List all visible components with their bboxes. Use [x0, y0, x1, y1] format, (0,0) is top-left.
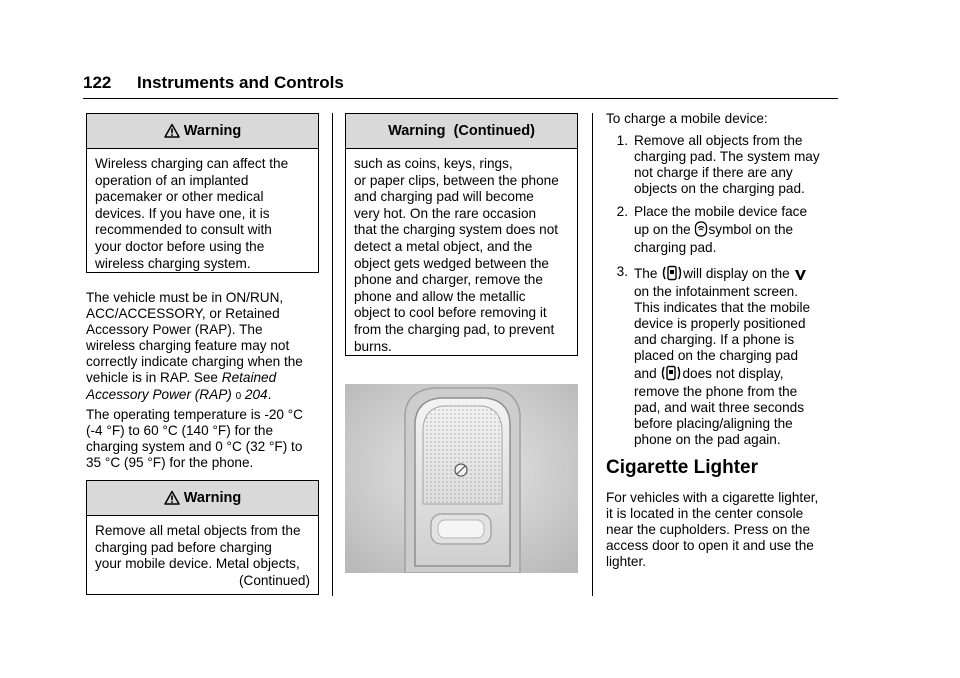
para-line: 35 °C (95 °F) for the phone.	[86, 455, 254, 471]
para-line: charging system and 0 °C (32 °F) to	[86, 439, 303, 455]
charging-pad-icon	[694, 221, 708, 237]
charge-intro: To charge a mobile device:	[606, 111, 768, 126]
warning-line: wireless charging system.	[95, 255, 251, 271]
step-line: phone on the pad again.	[634, 432, 781, 448]
step-line: and charging. If a phone is	[634, 331, 795, 347]
para-line: ACC/ACCESSORY, or Retained	[86, 306, 280, 322]
step-line: placed on the charging pad	[634, 347, 799, 363]
step-text: will display on the	[683, 265, 794, 281]
list-item	[606, 204, 846, 256]
para-line	[86, 387, 326, 405]
warning-body	[87, 516, 318, 597]
warning-line: recommended to consult with	[95, 222, 272, 238]
warning-line: that the charging system does not	[354, 222, 559, 238]
cross-reference-link[interactable]: Retained	[221, 370, 277, 386]
continued-label: (Continued)	[238, 572, 310, 588]
warning-line: phone and charger, remove the	[354, 272, 543, 288]
para-text: .	[267, 386, 272, 402]
header-rule	[83, 98, 838, 99]
para-line	[86, 370, 326, 386]
warning-header	[87, 114, 318, 149]
infotainment-logo-icon	[794, 268, 807, 281]
step-line: This indicates that the mobile	[634, 299, 811, 315]
cigarette-lighter-paragraph	[606, 490, 846, 570]
step-line: charging pad.	[634, 240, 717, 256]
warning-line: burns.	[354, 338, 392, 354]
warning-line: object gets wedged between the	[354, 255, 549, 271]
step-number: 1.	[616, 133, 628, 148]
step-line: not charge if there are any	[634, 165, 793, 181]
warning-header	[87, 481, 318, 516]
step-line	[634, 220, 846, 240]
para-line: near the cupholders. Press on the	[606, 522, 811, 538]
warning-line: such as coins, keys, rings,	[354, 156, 513, 171]
warning-body	[87, 149, 318, 280]
warning-title: Warning	[183, 123, 242, 139]
phone-charging-icon	[660, 365, 682, 381]
warning-header	[346, 114, 577, 149]
power-mode-paragraph	[86, 290, 326, 405]
section-heading-cigarette-lighter: Cigarette Lighter	[606, 457, 759, 478]
charging-steps	[606, 133, 846, 455]
warning-line: devices. If you have one, it is	[95, 205, 270, 221]
warning-line: Remove all metal objects from the	[95, 523, 301, 538]
warning-line: your mobile device. Metal objects,	[95, 556, 300, 572]
step-line: objects on the charging pad.	[634, 181, 805, 197]
para-line: it is located in the center console	[606, 506, 804, 522]
step-text: The	[634, 265, 662, 281]
step-text: does not display,	[682, 366, 784, 382]
warning-line: phone and allow the metallic	[354, 288, 526, 304]
warning-line: detect a metal object, and the	[354, 238, 533, 254]
para-line: Accessory Power (RAP). The	[86, 322, 263, 338]
page-number: 122	[83, 73, 112, 92]
step-line: on the infotainment screen.	[634, 283, 798, 299]
step-text: and	[634, 366, 661, 382]
warning-line: or paper clips, between the phone	[354, 172, 559, 188]
section-title: Instruments and Controls	[137, 73, 344, 92]
page-ref-symbol: 0	[235, 390, 242, 402]
para-line: wireless charging feature may not	[86, 338, 290, 354]
warning-title: Warning	[183, 490, 242, 506]
warning-line: object to cool before removing it	[354, 305, 547, 321]
para-line: The operating temperature is -20 °C	[86, 407, 304, 422]
step-line: device is properly positioned	[634, 315, 806, 331]
step-line: before placing/aligning the	[634, 416, 793, 432]
list-item	[606, 264, 846, 449]
para-line: lighter.	[606, 554, 647, 570]
warning-line: from the charging pad, to prevent	[354, 321, 555, 337]
para-line: access door to open it and use the	[606, 538, 814, 554]
phone-charging-icon	[661, 265, 683, 281]
warning-box-continued	[345, 113, 578, 356]
step-line: Place the mobile device face	[634, 204, 808, 220]
warning-line: Wireless charging can affect the	[95, 156, 289, 171]
para-text: vehicle is in RAP. See	[86, 370, 222, 386]
step-line	[634, 264, 846, 284]
step-line	[634, 364, 846, 384]
warning-line: pacemaker or other medical	[95, 189, 264, 205]
warning-line: your doctor before using the	[95, 238, 265, 254]
para-line: For vehicles with a cigarette lighter,	[606, 490, 819, 505]
step-line: charging pad. The system may	[634, 149, 820, 165]
warning-line: charging pad before charging	[95, 539, 272, 555]
step-text: up on the	[634, 222, 695, 238]
warning-box-pacemaker	[86, 113, 319, 273]
column-divider-2	[592, 113, 593, 596]
para-line: correctly indicate charging when the	[86, 354, 303, 370]
cross-reference-link[interactable]: Accessory Power (RAP)	[86, 386, 232, 402]
temperature-paragraph	[86, 407, 326, 471]
warning-triangle-icon	[164, 490, 180, 506]
step-line: remove the phone from the	[634, 384, 798, 400]
step-line: pad, and wait three seconds	[634, 400, 805, 416]
list-item	[606, 133, 846, 197]
page-header	[83, 73, 344, 93]
warning-title: Warning (Continued)	[388, 123, 535, 139]
step-number: 2.	[616, 204, 628, 220]
step-number: 3.	[616, 263, 628, 279]
step-text: symbol on the	[708, 222, 794, 238]
warning-triangle-icon	[164, 123, 180, 139]
warning-line: very hot. On the rare occasion	[354, 205, 537, 221]
page-ref-number[interactable]: 204	[244, 386, 268, 402]
warning-line: operation of an implanted	[95, 172, 249, 188]
warning-box-metal-objects	[86, 480, 319, 595]
charging-pad-photo	[345, 384, 578, 573]
warning-body	[346, 149, 577, 363]
step-line: Remove all objects from the	[634, 133, 803, 148]
warning-line: and charging pad will become	[354, 189, 534, 205]
para-line: The vehicle must be in ON/RUN,	[86, 290, 284, 305]
para-line: (-4 °F) to 60 °C (140 °F) for the	[86, 423, 274, 439]
column-divider-1	[332, 113, 333, 596]
